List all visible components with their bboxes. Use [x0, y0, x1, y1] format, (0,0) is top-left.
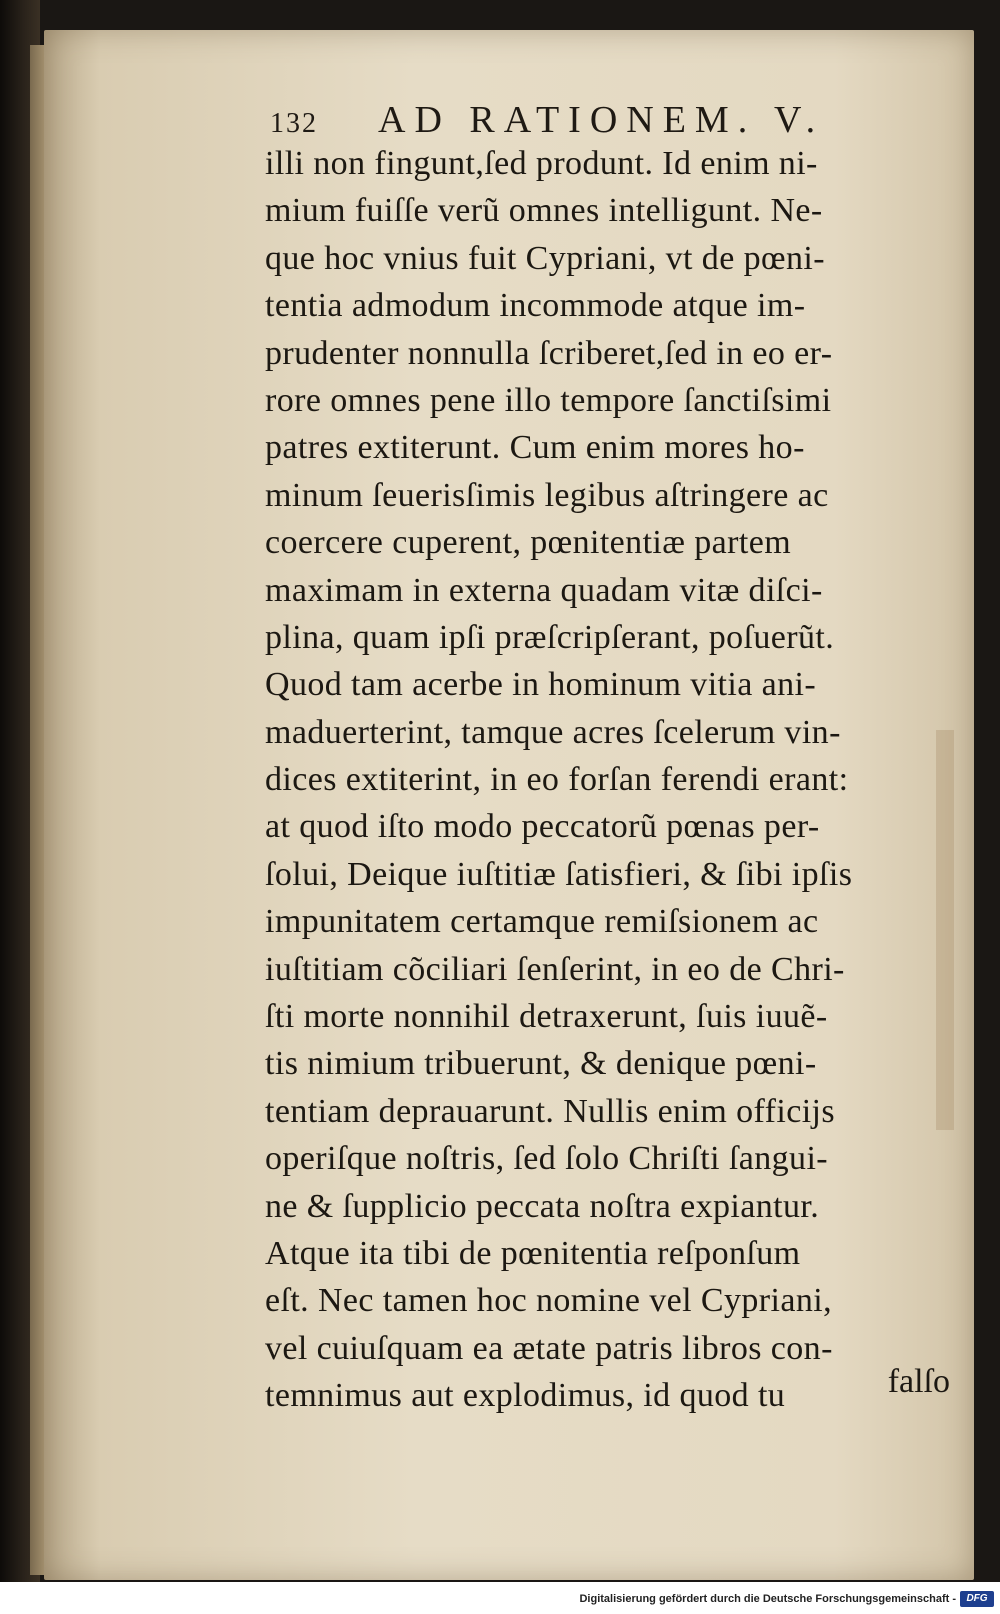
text-line: illi non fingunt,ſed produnt. Id enim ni-: [265, 145, 818, 182]
text-line: vel cuiuſquam ea ætate patris libros con-: [265, 1329, 833, 1367]
text-line: ſti morte nonnihil detraxerunt, ſuis iuuẽ-: [265, 998, 828, 1036]
text-line: mium fuiſſe verũ omnes intelligunt. Ne-: [265, 192, 823, 230]
text-line: temnimus aut explodimus, id quod tu: [265, 1377, 786, 1415]
text-line: tentiam deprauarunt. Nullis enim officijs: [265, 1092, 836, 1130]
text-block: [265, 140, 965, 1420]
text-line: tis nimium tribuerunt, & denique pœni-: [265, 1045, 817, 1083]
text-line: maduerterint, tamque acres ſcelerum vin-: [265, 713, 841, 751]
dfg-logo-icon: DFG: [960, 1591, 994, 1607]
footer-credit: Digitalisierung gefördert durch die Deutsche Forschungsgemeinschaft -: [579, 1593, 956, 1605]
text-line: coercere cuperent, pœnitentiæ partem: [265, 524, 792, 562]
text-line: plina, quam ipſi præſcripſerant, poſuerũt.: [265, 618, 835, 656]
text-line: prudenter nonnulla ſcriberet,ſed in eo er-: [265, 334, 833, 372]
text-line: ſolui, Deique iuſtitiæ ſatisfieri, & ſibi ipſis: [265, 855, 853, 893]
text-line: que hoc vnius fuit Cypriani, vt de pœni-: [265, 239, 825, 277]
text-line: iuſtitiam cõciliari ſenſerint, in eo de Chri-: [265, 950, 845, 988]
text-line: Quod tam acerbe in hominum vitia ani-: [265, 666, 817, 704]
text-line: patres extiterunt. Cum enim mores ho-: [265, 429, 805, 467]
catchword: falſo: [887, 1363, 950, 1400]
text-line: impunitatem certamque remiſsionem ac: [265, 903, 819, 941]
page-number: 132: [270, 108, 318, 139]
text-line: maximam in externa quadam vitæ diſci-: [265, 571, 823, 609]
text-line: eſt. Nec tamen hoc nomine vel Cypriani,: [265, 1282, 832, 1320]
text-line: minum ſeuerisſimis legibus aſtringere ac: [265, 476, 829, 514]
running-head-title: AD RATIONEM. V.: [378, 99, 825, 141]
footer-bar: [0, 1582, 1000, 1614]
text-line: dices extiterint, in eo forſan ferendi erant:: [265, 761, 849, 799]
text-line: Atque ita tibi de pœnitentia reſponſum: [265, 1234, 801, 1272]
text-line: ne & ſupplicio peccata noſtra expiantur.: [265, 1187, 820, 1225]
text-line: operiſque noſtris, ſed ſolo Chriſti ſangui-: [265, 1140, 829, 1178]
text-line: rore omnes pene illo tempore ſanctiſsimi: [265, 381, 832, 419]
text-line: at quod iſto modo peccatorũ pœnas per-: [265, 808, 820, 846]
text-line: tentia admodum incommode atque im-: [265, 287, 806, 325]
